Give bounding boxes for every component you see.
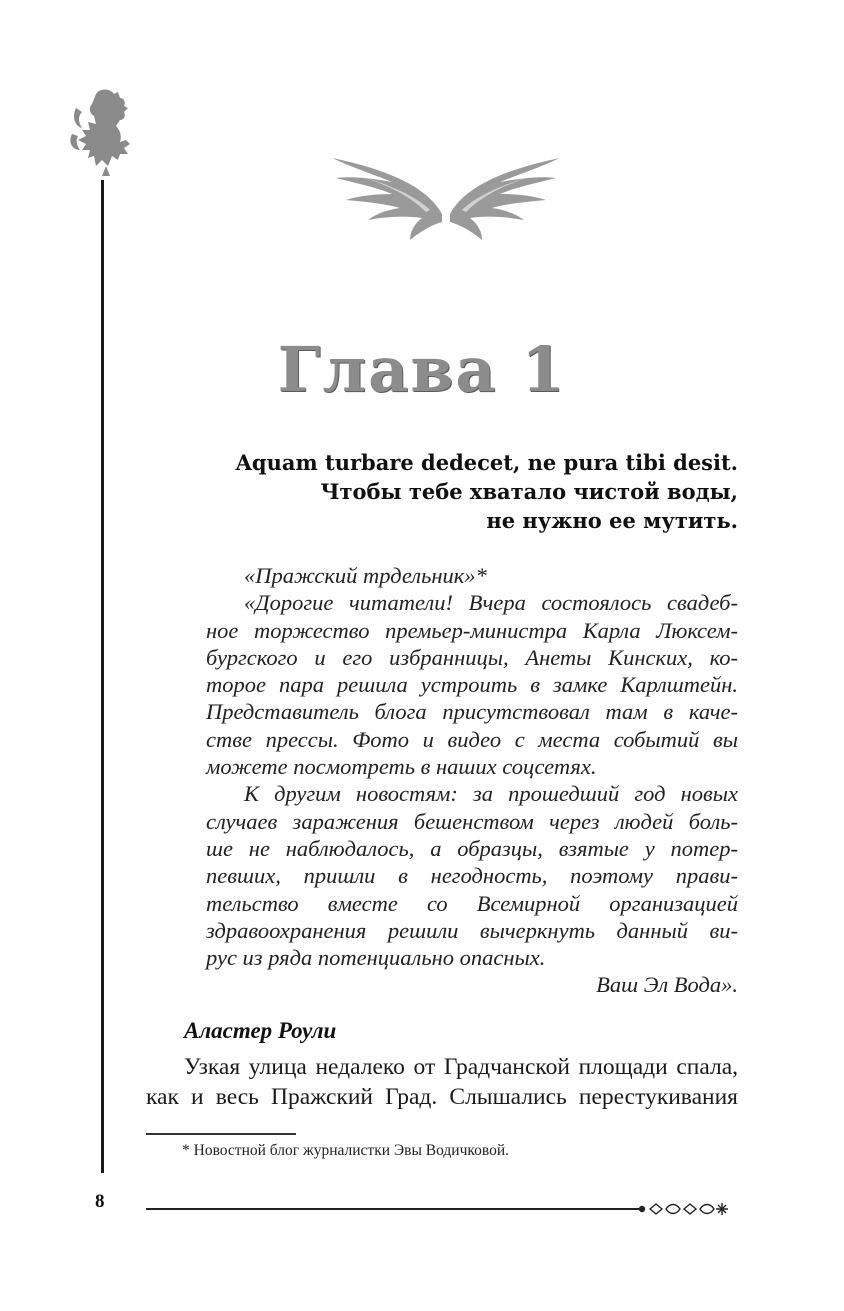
page-number: 8 [95, 1191, 105, 1212]
body-text [146, 1052, 738, 1112]
margin-rule [101, 180, 104, 1173]
blog-line: К другим новостям: за прошедший год новых [244, 781, 738, 807]
blog-line: стве прессы. Фото и видео с места событий вы [206, 726, 738, 752]
blog-line: здравоохранения решили вычеркнуть данный ви- [206, 917, 738, 943]
chapter-title: Глава 1 [277, 333, 567, 406]
blog-line: «Пражский трдельник»* [244, 563, 487, 588]
blog-line: бургского и его избранницы, Анеты Кинских, ко- [206, 644, 738, 670]
blog-line: тельство вместе со Всемирной организацией [206, 890, 738, 916]
blog-line: певших, пришли в негодность, поэтому прави- [206, 863, 738, 889]
lion-emblem-icon [66, 86, 138, 178]
blog-post-quote [206, 562, 738, 999]
blog-line: рус из ряда потенциально опасных. [206, 945, 546, 971]
blog-line: ное торжество премьер-министра Карла Люксем- [206, 617, 738, 643]
blog-line: случаев заражения бешенством через людей боль- [206, 808, 738, 834]
blog-line: Представитель блога присутствовал там в каче- [206, 699, 738, 725]
epigraph-line: не нужно ее мутить. [486, 508, 738, 533]
footer-rule [146, 1208, 640, 1210]
body-line: как и весь Пражский Град. Слышались перестукивания [146, 1084, 738, 1110]
section-heading: Аластер Роули [184, 1018, 337, 1043]
epigraph-line: Aquam turbare dedecet, ne pura tibi desit. [235, 450, 738, 475]
footer-ornament-icon [636, 1200, 738, 1218]
blog-line: можете посмотреть в наших соцсетях. [206, 754, 597, 780]
epigraph-line: Чтобы тебе хватало чистой воды, [320, 479, 738, 504]
wings-ornament-icon [330, 152, 562, 242]
blog-line: торое пара решила устроить в замке Карлштейн. [206, 672, 738, 698]
footnote-rule [146, 1133, 296, 1135]
blog-signature: Ваш Эл Вода». [596, 972, 738, 998]
blog-line: ше не наблюдалось, а образцы, взятые у потер- [206, 835, 738, 861]
blog-line: «Дорогие читатели! Вчера состоялось свадеб- [244, 590, 738, 616]
body-line: Узкая улица недалеко от Градчанской площади спала, [184, 1054, 738, 1080]
footnote: * Новостной блог журналистки Эвы Водичковой. [182, 1142, 509, 1159]
epigraph [218, 448, 738, 535]
